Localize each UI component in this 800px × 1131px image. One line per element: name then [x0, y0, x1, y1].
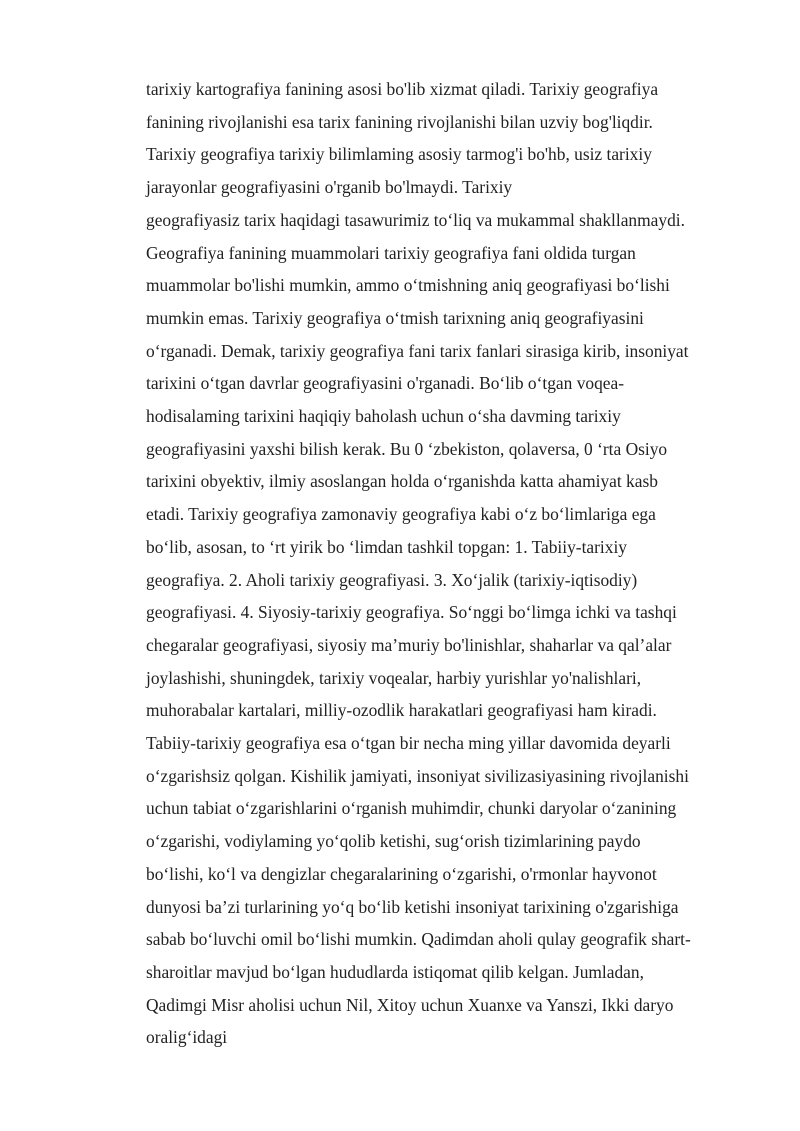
text-line: o‘zgarishi, vodiylaming yo‘qolib ketishi, sug‘orish tizimlarining paydo — [146, 831, 641, 852]
body-text — [146, 73, 746, 1054]
text-line: joylashishi, shuningdek, tarixiy voqealar, harbiy yurishlar yo'nalishlari, — [146, 667, 642, 688]
text-line: Tabiiy-tarixiy geografiya esa o‘tgan bir necha ming yillar davomida deyarli — [146, 733, 671, 754]
text-line: o‘zgarishsiz qolgan. Kishilik jamiyati, insoniyat sivilizasiyasining rivojlanishi — [146, 765, 689, 786]
text-line: muammolar bo'lishi mumkin, ammo o‘tmishning aniq geografiyasi bo‘lishi — [146, 275, 670, 296]
text-line: Qadimgi Misr aholisi uchun Nil, Xitoy uchun Xuanxe va Yanszi, Ikki daryo — [146, 994, 674, 1015]
text-line: tarixini obyektiv, ilmiy asoslangan holda o‘rganishda katta ahamiyat kasb — [146, 471, 658, 492]
text-line: tarixini o‘tgan davrlar geografiyasini o'rganadi. Bo‘lib o‘tgan voqea- — [146, 373, 625, 394]
text-line: uchun tabiat o‘zgarishlarini o‘rganish muhimdir, chunki daryolar o‘zanining — [146, 798, 677, 819]
text-line: oralig‘idagi — [146, 1027, 228, 1048]
text-line: sharoitlar mavjud bo‘lgan hududlarda istiqomat qilib kelgan. Jumladan, — [146, 961, 644, 982]
text-line: geografiya. 2. Aholi tarixiy geografiyasi. 3. Xo‘jalik (tarixiy-iqtisodiy) — [146, 569, 638, 590]
text-line: tarixiy kartografiya fanining asosi bo'lib xizmat qiladi. Tarixiy geografiya — [146, 79, 659, 99]
text-line: hodisalaming tarixini haqiqiy baholash uchun o‘sha davming tarixiy — [146, 406, 621, 427]
text-line: fanining rivojlanishi esa tarix fanining rivojlanishi bilan uzviy bog'liqdir. — [146, 111, 653, 132]
text-line: bo‘lib, asosan, to ‘rt yirik bo ‘limdan tashkil topgan: 1. Tabiiy-tarixiy — [146, 536, 627, 557]
text-line: Tarixiy geografiya tarixiy bilimlaming asosiy tarmog'i bo'hb, usiz tarixiy — [146, 144, 652, 165]
text-line: geografiyasiz tarix haqidagi tasawurimiz to‘liq va mukammal shakllanmaydi. — [146, 209, 685, 230]
text-line: etadi. Tarixiy geografiya zamonaviy geografiya kabi o‘z bo‘limlariga ega — [146, 504, 656, 525]
text-line: Geografiya fanining muammolari tarixiy geografiya fani oldida turgan — [146, 242, 636, 263]
text-line: geografiyasini yaxshi bilish kerak. Bu 0 ‘zbekiston, qolaversa, 0 ‘rta Osiyo — [146, 438, 668, 459]
text-line: bo‘lishi, ko‘l va dengizlar chegaralarining o‘zgarishi, o'rmonlar hayvonot — [146, 863, 657, 884]
text-line: dunyosi ba’zi turlarining yo‘q bo‘lib ketishi insoniyat tarixining o'zgarishiga — [146, 896, 679, 917]
text-line: muhorabalar kartalari, milliy-ozodlik harakatlari geografiyasi ham kiradi. — [146, 700, 657, 721]
text-line: jarayonlar geografiyasini o'rganib bo'lmaydi. Tarixiy — [146, 177, 513, 198]
text-line: mumkin emas. Tarixiy geografiya o‘tmish tarixning aniq geografiyasini — [146, 307, 644, 328]
text-line: chegaralar geografiyasi, siyosiy ma’muriy bo'linishlar, shaharlar va qal’alar — [146, 634, 672, 655]
text-line: geografiyasi. 4. Siyosiy-tarixiy geografiya. So‘nggi bo‘limga ichki va tashqi — [146, 602, 677, 623]
text-line: o‘rganadi. Demak, tarixiy geografiya fani tarix fanlari sirasiga kirib, insoniyat — [146, 340, 689, 361]
text-line: sabab bo‘luvchi omil bo‘lishi mumkin. Qadimdan aholi qulay geografik shart- — [146, 929, 691, 950]
